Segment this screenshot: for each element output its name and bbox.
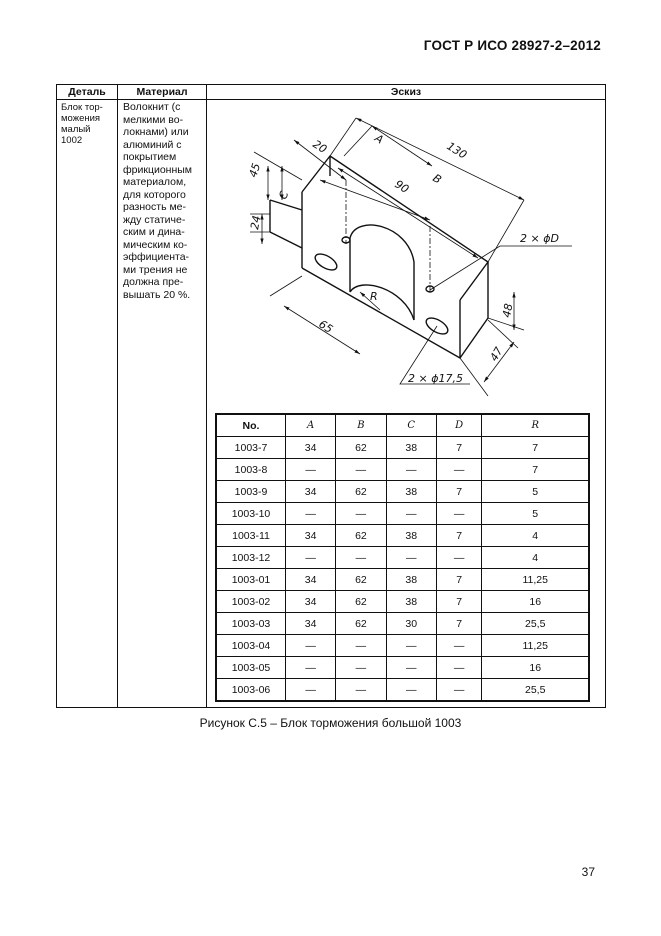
dim-a: A xyxy=(372,131,386,147)
table-row: 1003-7 34 62 38 7 7 xyxy=(216,437,589,459)
dim-17-5: 2 × ϕ17,5 xyxy=(408,372,463,385)
table-row: 1003-8 — — — — 7 xyxy=(216,459,589,481)
table-row: 1003-10 — — — — 5 xyxy=(216,503,589,525)
dim-47: 47 xyxy=(487,344,506,364)
brake-block-sketch xyxy=(205,100,585,400)
dim-90: 90 xyxy=(392,177,412,196)
dim-48: 48 xyxy=(500,302,516,319)
variants-header-row xyxy=(216,414,589,437)
material-description: Волокнит (с мелкими во- локнами) или алюминий с покрытием фрикционным материалом, для которого разность ме- жду статиче- ским и дина- мическим ко- эффициента- ми трения не должна пре- вышать 20 %. xyxy=(123,101,193,301)
variants-table xyxy=(215,413,590,702)
table-row: 1003-05 — — — — 16 xyxy=(216,657,589,679)
dim-65: 65 xyxy=(316,317,336,336)
col-header-detail: Деталь xyxy=(68,86,106,98)
col-a: A xyxy=(286,414,336,437)
col-d: D xyxy=(436,414,482,437)
dim-b: B xyxy=(430,171,444,187)
table-row: 1003-02 34 62 38 7 16 xyxy=(216,591,589,613)
page-number: 37 xyxy=(581,865,595,879)
table-row: 1003-03 34 62 30 7 25,5 xyxy=(216,613,589,635)
dim-r: R xyxy=(370,290,378,303)
col-r: R xyxy=(482,414,589,437)
dim-130: 130 xyxy=(444,139,470,162)
table-row: 1003-01 34 62 38 7 11,25 xyxy=(216,569,589,591)
col-c: C xyxy=(386,414,436,437)
col-no: No. xyxy=(216,414,286,437)
col-b: B xyxy=(336,414,386,437)
table-row: 1003-12 — — — — 4 xyxy=(216,547,589,569)
document-id: ГОСТ Р ИСО 28927-2–2012 xyxy=(423,38,601,53)
dim-d: 2 × ϕD xyxy=(520,232,559,245)
dim-20: 20 xyxy=(310,137,330,156)
table-row: 1003-06 — — — — 25,5 xyxy=(216,679,589,702)
table-row: 1003-04 — — — — 11,25 xyxy=(216,635,589,657)
col-header-material: Материал xyxy=(136,86,188,98)
dim-45: 45 xyxy=(246,161,264,179)
dim-c: C xyxy=(276,189,292,201)
col-header-sketch: Эскиз xyxy=(390,86,422,98)
table-row: 1003-9 34 62 38 7 5 xyxy=(216,481,589,503)
figure-caption: Рисунок С.5 – Блок торможения большой 1003 xyxy=(199,716,462,730)
detail-name: Блок тор- можения малый 1002 xyxy=(61,102,103,146)
column-divider xyxy=(117,85,118,707)
dim-24: 24 xyxy=(248,214,264,231)
table-row: 1003-11 34 62 38 7 4 xyxy=(216,525,589,547)
